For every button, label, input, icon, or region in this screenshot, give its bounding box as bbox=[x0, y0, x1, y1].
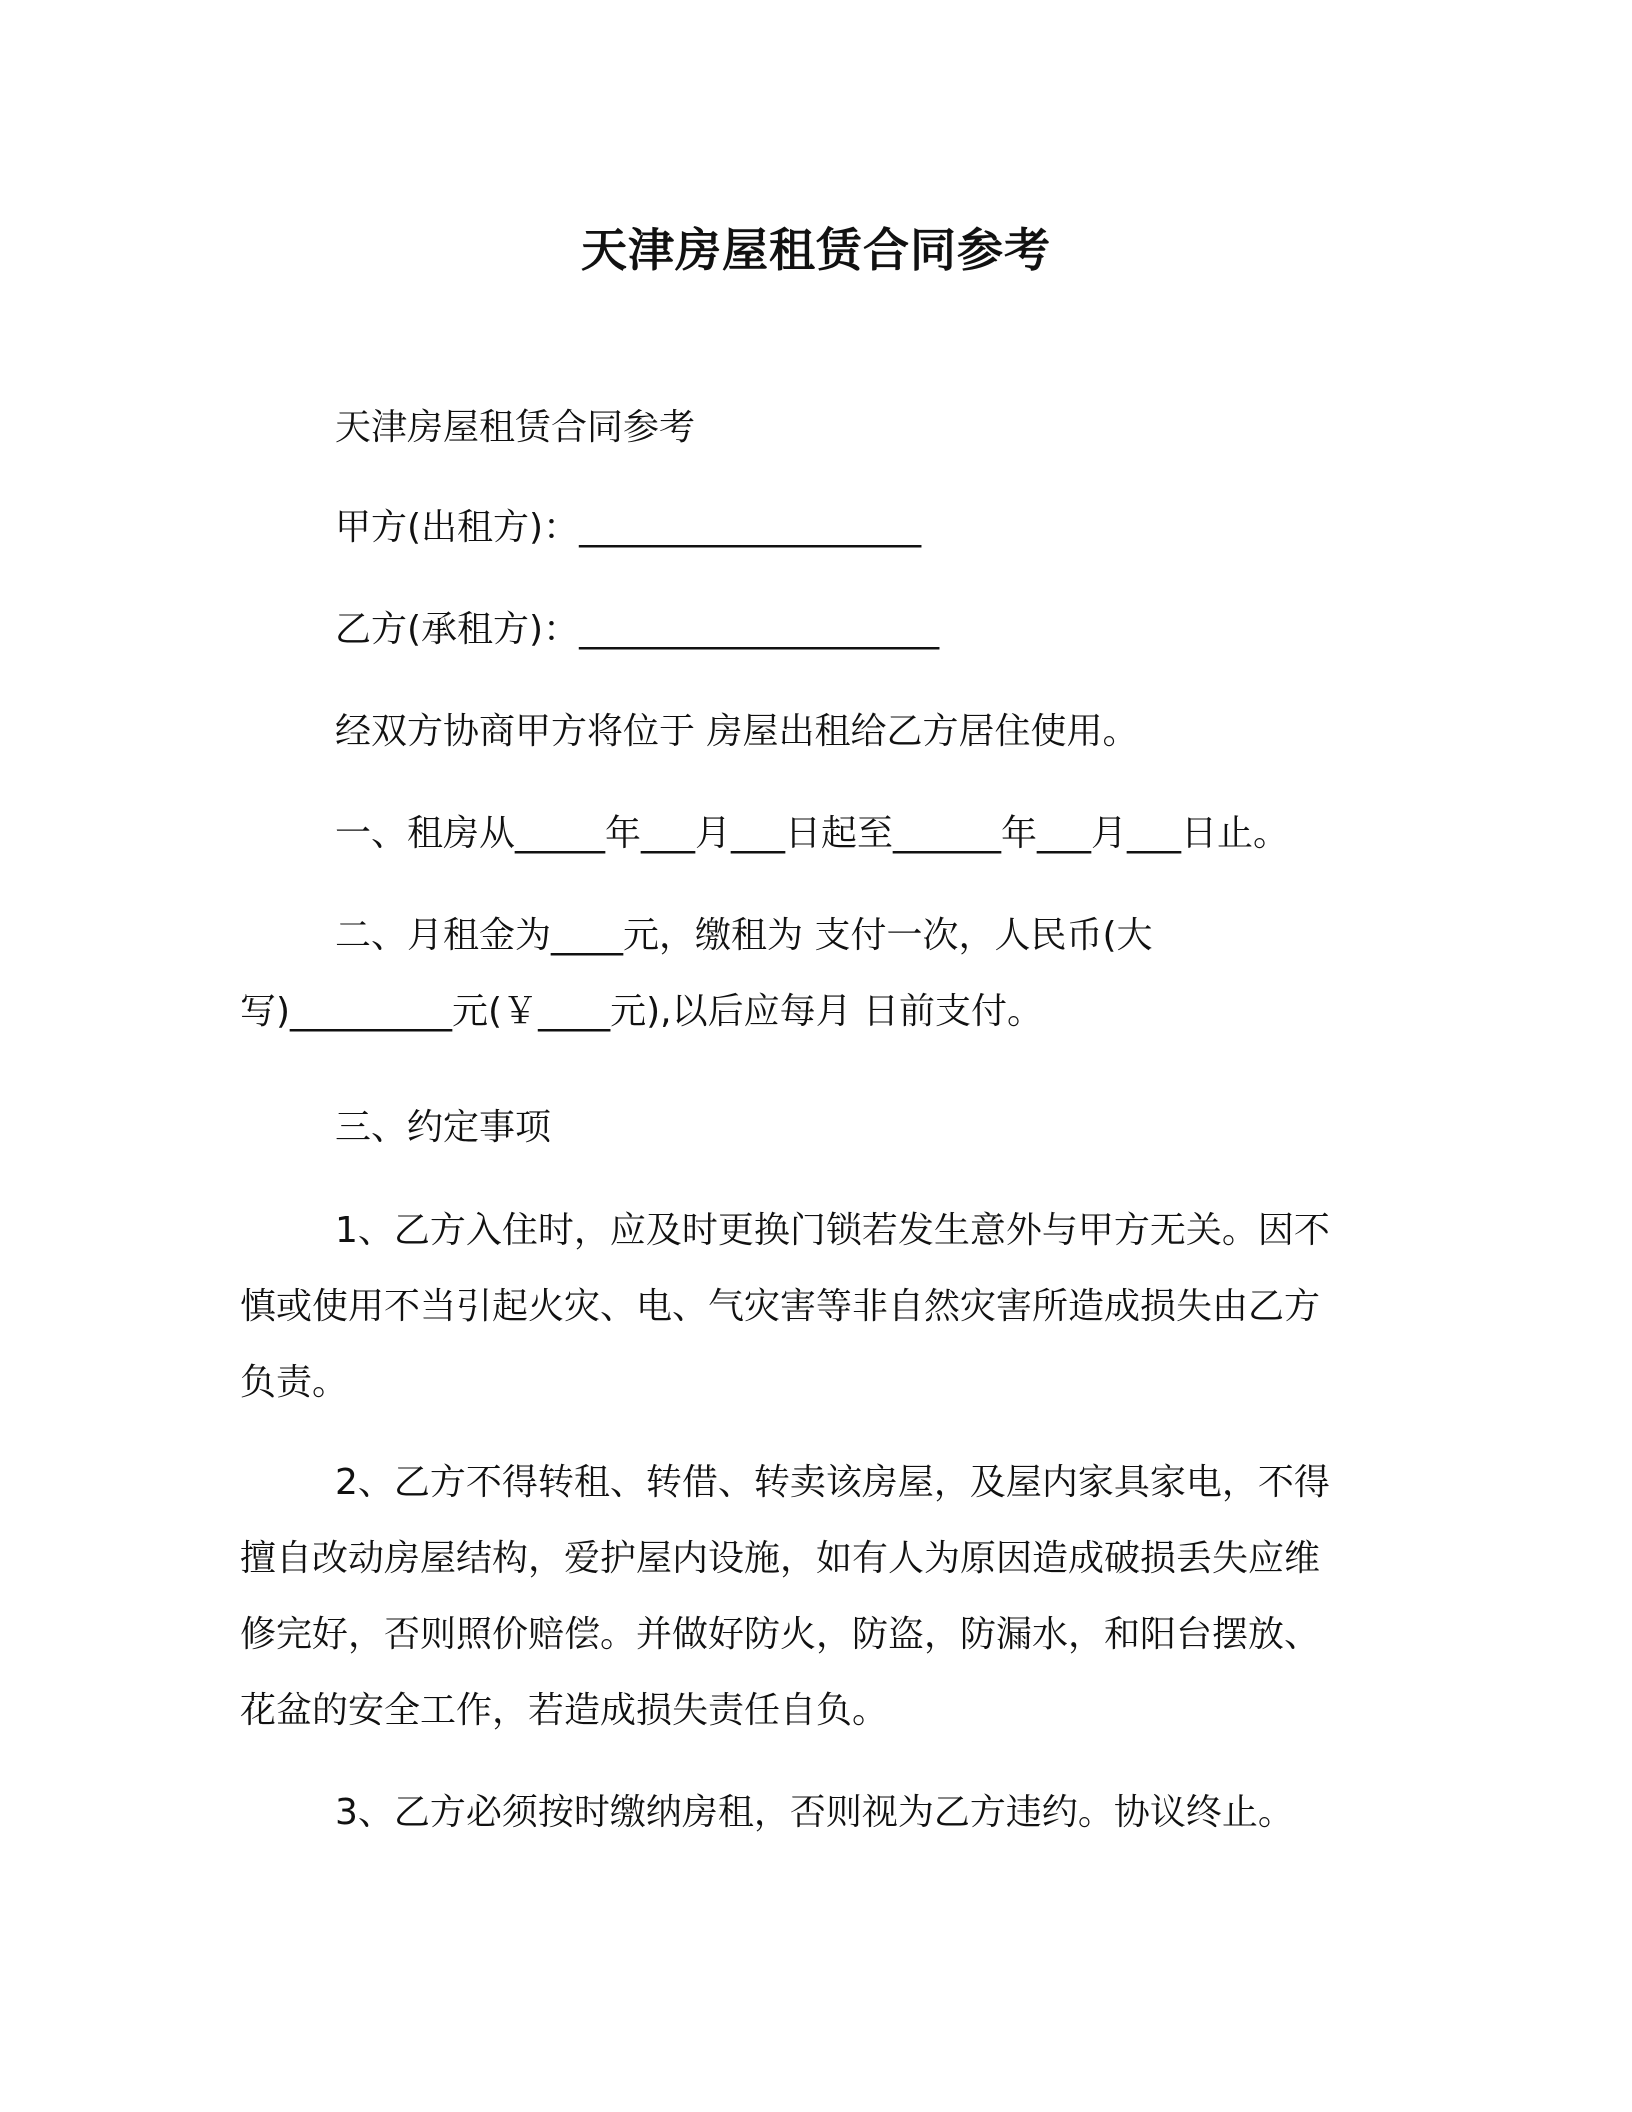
paragraph-line: 天津房屋租赁合同参考 bbox=[335, 407, 696, 448]
paragraph-line: 三、约定事项 bbox=[335, 1107, 552, 1148]
subtitle-paragraph bbox=[335, 390, 1455, 466]
paragraph-line: 2、乙方不得转租、转借、转卖该房屋，及屋内家具家电，不得 bbox=[335, 1462, 1330, 1503]
term-2-paragraph bbox=[240, 1445, 1360, 1749]
document-title: 天津房屋租赁合同参考 bbox=[581, 223, 1051, 277]
paragraph-line: 二、月租金为____元，缴租为 支付一次，人民币(大 bbox=[335, 915, 1153, 956]
paragraph-line: 乙方(承租方)：____________________ bbox=[335, 609, 940, 650]
paragraph-line: 慎或使用不当引起火灾、电、气灾害等非自然灾害所造成损失由乙方 bbox=[240, 1286, 1321, 1327]
paragraph-line: 经双方协商甲方将位于 房屋出租给乙方居住使用。 bbox=[335, 711, 1139, 752]
paragraph-line: 修完好，否则照价赔偿。并做好防火，防盗，防漏水，和阳台摆放、 bbox=[240, 1614, 1321, 1655]
term-3-paragraph bbox=[335, 1775, 1455, 1851]
lease-period-paragraph bbox=[335, 796, 1455, 872]
term-1-paragraph bbox=[240, 1193, 1360, 1421]
paragraph-line: 甲方(出租方)：___________________ bbox=[335, 507, 922, 548]
paragraph-line: 3、乙方必须按时缴纳房租，否则视为乙方违约。协议终止。 bbox=[335, 1792, 1294, 1833]
paragraph-line: 擅自改动房屋结构，爱护屋内设施，如有人为原因造成破损丢失应维 bbox=[240, 1538, 1321, 1579]
paragraph-line: 花盆的安全工作，若造成损失责任自负。 bbox=[240, 1690, 889, 1731]
paragraph-line: 负责。 bbox=[240, 1362, 349, 1403]
paragraph-line: 1、乙方入住时，应及时更换门锁若发生意外与甲方无关。因不 bbox=[335, 1210, 1330, 1251]
terms-heading-paragraph bbox=[335, 1090, 1455, 1166]
paragraph-line: 写)_________元(￥____元),以后应每月 日前支付。 bbox=[240, 991, 1044, 1032]
party-b-paragraph bbox=[335, 592, 1455, 668]
party-a-paragraph bbox=[335, 490, 1455, 566]
rent-paragraph bbox=[240, 898, 1360, 1050]
agreement-paragraph bbox=[335, 694, 1455, 770]
paragraph-line: 一、租房从_____年___月___日起至______年___月___日止。 bbox=[335, 813, 1290, 854]
